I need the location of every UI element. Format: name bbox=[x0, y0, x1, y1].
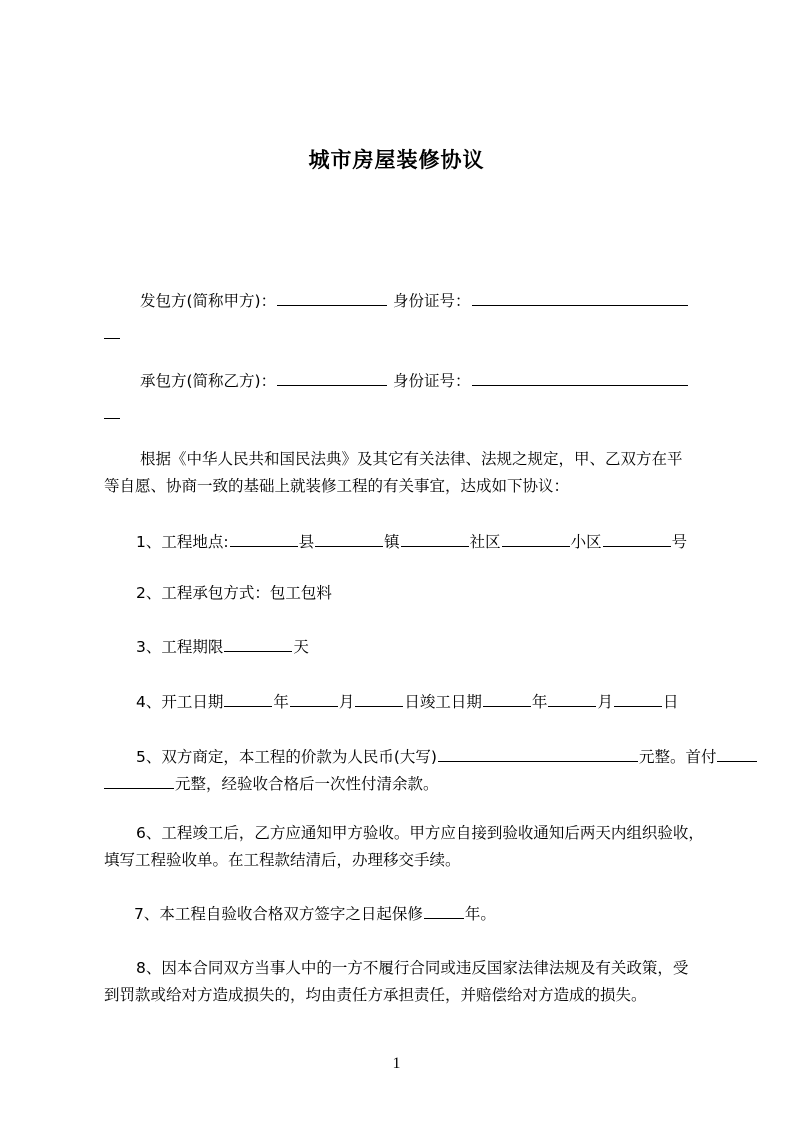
number-blank[interactable] bbox=[603, 530, 671, 547]
end-month-blank[interactable] bbox=[548, 690, 596, 707]
preamble-line2: 等自愿、协商一致的基础上就装修工程的有关事宜，达成如下协议： bbox=[104, 477, 570, 495]
item-5-line2 bbox=[104, 772, 439, 794]
item-1 bbox=[136, 530, 687, 552]
month-label: 月 bbox=[597, 693, 613, 711]
start-day-blank[interactable] bbox=[355, 690, 403, 707]
party-b-id-continuation bbox=[104, 402, 120, 424]
document-title: 城市房屋装修协议 bbox=[308, 148, 485, 172]
blank[interactable] bbox=[104, 322, 120, 339]
blank[interactable] bbox=[104, 402, 120, 419]
party-b-id-blank[interactable] bbox=[472, 369, 688, 386]
item-7-label: 7、本工程自验收合格双方签字之日起保修 bbox=[134, 905, 423, 923]
town-blank[interactable] bbox=[315, 530, 383, 547]
item-2: 2、工程承包方式：包工包料 bbox=[136, 584, 332, 602]
start-month-blank[interactable] bbox=[290, 690, 338, 707]
party-a-id-label: 身份证号： bbox=[393, 292, 471, 310]
price-blank[interactable] bbox=[438, 745, 638, 762]
county-label: 县 bbox=[298, 533, 315, 551]
item-7 bbox=[134, 902, 496, 924]
item-4-label: 4、开工日期 bbox=[136, 693, 224, 711]
item-6-line1: 6、工程竣工后，乙方应通知甲方验收。甲方应自接到验收通知后两天内组织验收， bbox=[136, 824, 704, 842]
preamble-line1: 根据《中华人民共和国民法典》及其它有关法律、法规之规定，甲、乙双方在平 bbox=[140, 450, 683, 468]
party-b-name-blank[interactable] bbox=[277, 369, 387, 386]
item-5-line1 bbox=[136, 745, 758, 767]
community-blank[interactable] bbox=[401, 530, 469, 547]
end-year-blank[interactable] bbox=[483, 690, 531, 707]
item-6-line2: 填写工程验收单。在工程款结清后，办理移交手续。 bbox=[104, 851, 461, 869]
page-number: 1 bbox=[392, 1055, 401, 1072]
start-year-blank[interactable] bbox=[224, 690, 272, 707]
month-label: 月 bbox=[338, 693, 355, 711]
down-payment-blank-cont[interactable] bbox=[104, 772, 174, 789]
party-b-line bbox=[140, 369, 689, 391]
warranty-years-blank[interactable] bbox=[424, 902, 464, 919]
party-a-id-continuation bbox=[104, 322, 120, 344]
item-8-line2: 到罚款或给对方造成损失的，均由责任方承担责任，并赔偿给对方造成的损失。 bbox=[104, 986, 647, 1004]
duration-blank[interactable] bbox=[224, 635, 292, 652]
county-blank[interactable] bbox=[230, 530, 298, 547]
down-payment-blank[interactable] bbox=[717, 745, 757, 762]
party-b-id-label: 身份证号： bbox=[393, 372, 471, 390]
year-label: 年。 bbox=[464, 905, 496, 923]
end-day-blank[interactable] bbox=[614, 690, 662, 707]
day-label: 日 bbox=[662, 693, 679, 711]
town-label: 镇 bbox=[384, 533, 400, 551]
party-b-label: 承包方(简称乙方)： bbox=[140, 372, 277, 390]
item-8-line1: 8、因本合同双方当事人中的一方不履行合同或违反国家法律法规及有关政策，受 bbox=[136, 959, 689, 977]
item-5-text2: 元整，经验收合格后一次性付清余款。 bbox=[175, 775, 439, 793]
item-1-label: 1、工程地点: bbox=[136, 533, 229, 551]
party-a-line bbox=[140, 289, 689, 311]
estate-blank[interactable] bbox=[502, 530, 570, 547]
estate-label: 小区 bbox=[570, 533, 602, 551]
party-a-id-blank[interactable] bbox=[472, 289, 688, 306]
down-payment-label: 元整。首付 bbox=[638, 748, 717, 766]
item-3-label: 3、工程期限 bbox=[136, 638, 224, 656]
days-label: 天 bbox=[293, 638, 309, 656]
end-date-label: 日竣工日期 bbox=[404, 693, 482, 711]
party-a-label: 发包方(简称甲方)： bbox=[140, 292, 277, 310]
year-label: 年 bbox=[531, 693, 548, 711]
item-3 bbox=[136, 635, 309, 657]
party-a-name-blank[interactable] bbox=[277, 289, 387, 306]
community-label: 社区 bbox=[469, 533, 501, 551]
year-label: 年 bbox=[273, 693, 289, 711]
number-label: 号 bbox=[671, 533, 688, 551]
item-4 bbox=[136, 690, 678, 712]
item-5-text: 5、双方商定，本工程的价款为人民币(大写) bbox=[136, 748, 437, 766]
